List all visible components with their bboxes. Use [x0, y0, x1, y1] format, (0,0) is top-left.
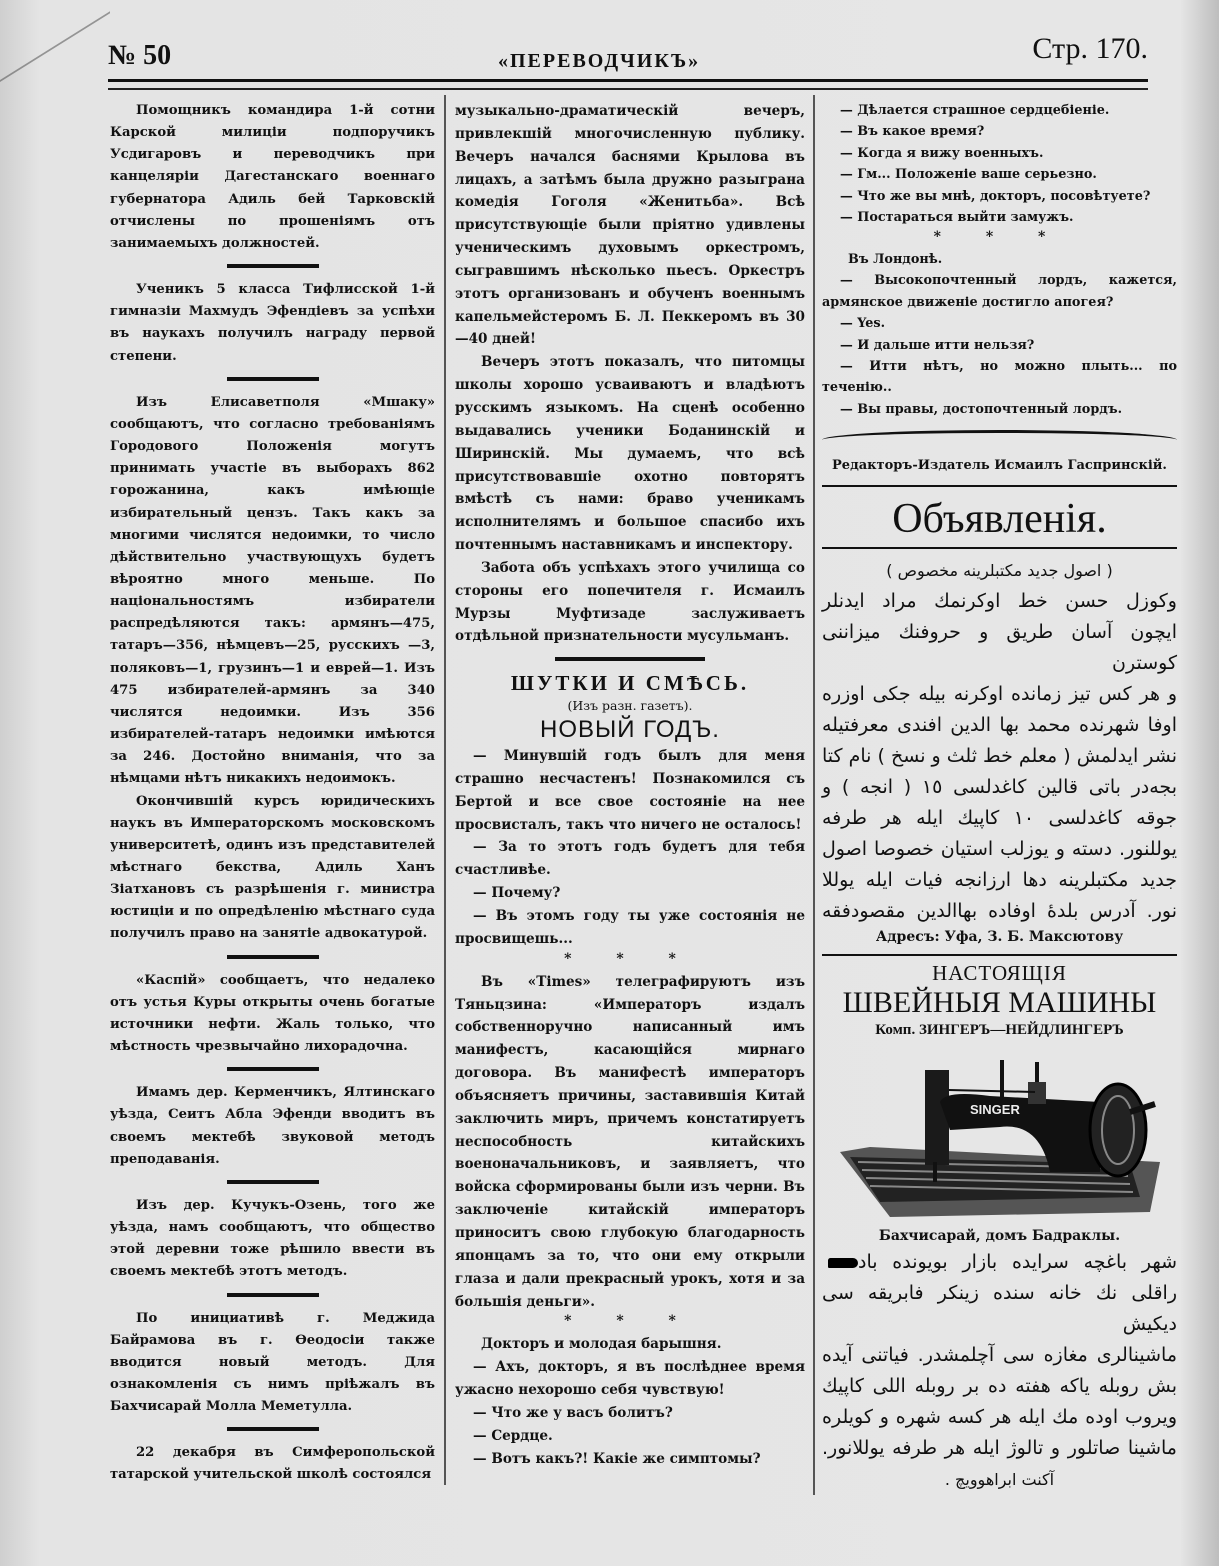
news-item: Окончившій курсъ юридическихъ наукъ въ Императорскомъ московскомъ университетѣ, одинъ изъ представителей мѣстнаго бекства, Адиль Ханъ Зіатхановъ съ разрѣшенія г. министра юстиціи и по опредѣленію мѣстнаго суда получилъ право на занятіе адвокатурой. [110, 793, 435, 942]
dialogue-line: — Сердце. [473, 1427, 553, 1444]
separator-rule [227, 264, 319, 268]
dialogue-line: — Гм... Положеніе ваше серьезно. [840, 167, 1097, 183]
dialogue-line: — Вы правы, достопочтенный лордъ. [840, 401, 1123, 417]
ad-text-arabic: يوللنور. دسته و يوزلب استيان خصوصا اصول [822, 837, 1177, 860]
news-item: По инициативѣ г. Меджида Байрамова въ г. Ѳеодосіи также вводится новый методъ. Для ознакомленія съ нимъ пріѣжалъ въ Бахчисарай Молла Меметулла. [110, 1310, 435, 1415]
spool-pin [1000, 1060, 1004, 1100]
hand-wheel [1090, 1084, 1146, 1176]
news-item: Ученикъ 5 класса Тифлисской 1-й гимназіи Махмудъ Эфендіевъ за успѣхи въ наукахъ получилъ награду первой степени. [110, 282, 435, 364]
dialogue-line: — Почему? [473, 885, 561, 902]
sewing-machine-illustration [830, 1052, 1170, 1222]
dialogue-line: — Дѣлается страшное сердцебіеніе. [840, 103, 1110, 118]
news-item: Имамъ дер. Керменчикъ, Ялтинскаго уѣзда, Сеитъ Абла Эфенди вводитъ въ своемъ мектебѣ звуковой методъ преподаванія. [110, 1085, 435, 1167]
separator-rule [227, 955, 319, 959]
dialogue-line: — И дальше итти нельзя? [840, 337, 1035, 353]
dialogue-line: — Вотъ какъ?! Какіе же симптомы? [473, 1450, 761, 1467]
ornamental-rule [822, 430, 1177, 443]
needle-bar-head [925, 1070, 949, 1165]
ad-text-arabic: بش روبله ياكه هفته ده بر روبله اللى كاپيك [822, 1375, 1177, 1398]
asterism: * * * [933, 228, 1066, 245]
header-rule-lower [108, 88, 1148, 90]
dialogue-line: — Итти нѣтъ, но можно плыть... по теченію.. [822, 358, 1177, 396]
story-title: НОВЫЙ ГОДЪ. [540, 716, 720, 744]
dialogue-line: — Что же вы мнѣ, докторъ, посовѣтуете? [840, 188, 1151, 204]
advertisement-sewing-machines [822, 960, 1177, 1495]
brand-label: SINGER [969, 1101, 1020, 1117]
separator-rule [227, 1067, 319, 1071]
dialogue-line: — Въ этомъ году ты уже состоянія не просвищешь... [455, 908, 805, 947]
column-divider [444, 95, 446, 1485]
ad-location: Бахчисарай, домъ Бадраклы. [878, 1227, 1121, 1244]
times-report: Въ «Times» телеграфируютъ изъ Тяньцзина: «Императоръ издалъ собственноручно написанный имъ манифестъ, касающійся мирнаго договора. Въ манифестѣ императоръ объясняетъ причины, заставившія Китай заключить миръ, причемъ констатируетъ неспособность китайскихъ военоначальниковъ, и заявляетъ, что войска сформированы были изъ черни. Въ заключеніе китайскій императоръ приноситъ свою глубокую благодарность японцамъ за то, что они ему открыли глаза и дали прекрасный урокъ, хотя и за большія деньги». [455, 973, 805, 1310]
joke-title: Въ Лондонѣ. [848, 251, 943, 267]
joke-title: Докторъ и молодая барышня. [481, 1336, 722, 1353]
ad-text-arabic: راقلى نك خانه سنده زينكر فابريقه سى ديكيش [822, 1282, 1177, 1336]
separator-rule [555, 657, 705, 661]
thread-spool [1028, 1082, 1046, 1104]
news-item: 22 декабря въ Симферопольской татарской учительской школѣ состоялся [110, 1445, 435, 1483]
separator-rule [227, 1427, 319, 1431]
column-miscellany [455, 100, 805, 1470]
section-subtitle: (Изъ разн. газетъ). [567, 698, 693, 714]
ad-text-arabic: ماشينا صاتلور و تالوژ ايله هر طرفه يوللانور. [822, 1437, 1177, 1460]
needle [933, 1162, 937, 1182]
article-continuation: музыкально-драматическій вечеръ, привлекшій многочисленную публику. Вечеръ начался баснями Крылова въ лицахъ, а затѣмъ была дружно разыграна комедія Гоголя «Женитьба». Всѣ присутствующіе были пріятно удивлены ученическимъ духовымъ оркестромъ, сыгравшимъ нѣсколько пьесъ. Оркестръ этотъ организованъ и обученъ военнымъ капельмейстеромъ Б. Л. Пеккеромъ въ 30—40 дней! [455, 103, 805, 348]
article-paragraph: Забота объ успѣхахъ этого училища со стороны его попечителя г. Исмаилъ Мурзы Муфтизаде заслуживаетъ отдѣльной признательности мусульманъ. [455, 559, 805, 645]
ad-heading-arabic: ( اصول جديد مكتبلرينه مخصوص ) [886, 560, 1113, 580]
dialogue-line: — Постараться выйти замужъ. [840, 210, 1074, 226]
editor-credit: Редакторъ-Издатель Исмаилъ Гаспринскій. [832, 458, 1167, 474]
news-item: Изъ Елисаветполя «Мшаку» сообщаютъ, что согласно требованіямъ Городового Положенія могутъ принимать участіе въ выборахъ 862 горожанина, какъ имѣющіе избирательный цензъ. Такъ какъ за многими числятся недоимки, то число дѣйствительно участвующухъ будетъ вѣроятно много меньше. По національностямъ избиратели распредѣляются такъ: армянъ—475, татаръ—356, нѣмцевъ—25, русскихъ —3, поляковъ—1, грузинъ—1 и еврей—1. Изъ 475 избирателей-армянъ за 340 числятся недоимки. Изъ 356 избирателей-татаръ недоимки имѣются за 246. Достойно вниманія, что за нѣмцами нѣтъ никакихъ недоимокъ. [110, 394, 435, 787]
page-number: Стр. 170. [1032, 32, 1148, 65]
advertisement-calligraphy-book [822, 555, 1177, 948]
asterism: * * * [564, 950, 696, 967]
article-paragraph: Вечеръ этотъ показалъ, что питомцы школы хорошо усваиваютъ и владѣютъ русскимъ языкомъ. На сценѣ особенно выдавались ученики Боданинскій и Ширинскій. Мы думаемъ, что всѣ присутствовавшіе охотно повторятъ вмѣстѣ съ нами: браво ученикамъ исполнителямъ и большое спасибо ихъ почтеннымъ наставникамъ и инспектору. [455, 354, 805, 554]
header-rule [108, 79, 1148, 82]
dialogue-line: — Минувшій годъ былъ для меня страшно несчастенъ! Познакомился съ Бертой и все свое состояніе на нее просвисталъ, такъ что ничего не осталось! [455, 748, 805, 833]
separator-rule [227, 1293, 319, 1297]
pointing-hand-icon [828, 1258, 858, 1268]
ad-text-arabic: جديد مكتبلرينه دها ارزانجه فيات ايله يوللا [822, 868, 1177, 891]
ad-text-arabic [822, 1247, 1177, 1278]
ad-company: Комп. ЗИНГЕРЪ—НЕЙДЛИНГЕРЪ [875, 1022, 1124, 1039]
dialogue-line: — Ахъ, докторъ, я въ послѣднее время ужасно нехорошо себя чувствую! [455, 1359, 805, 1399]
dialogue-line: — Когда я вижу военныхъ. [840, 145, 1044, 161]
dialogue-line: — Yes. [840, 316, 886, 332]
separator-rule [227, 377, 319, 381]
separator-rule [822, 954, 1177, 956]
separator-rule [822, 547, 1177, 549]
dialogue-line: — За то этотъ годъ будетъ для тебя счастливѣе. [455, 839, 805, 879]
ad-address: Адресъ: Уфа, З. Б. Максютову [875, 928, 1124, 945]
ad-text-arabic: وكوزل حسن خط اوكرنمك مراد ايدنلر [822, 589, 1177, 612]
ad-headline: НАСТОЯЩІЯ [932, 961, 1067, 986]
asterism: * * * [564, 1313, 696, 1330]
separator-rule [822, 485, 1177, 487]
issue-number: № 50 [108, 40, 172, 71]
ad-text-arabic: ويروب اوده مك ايله هر كسه شهره و كويلره [822, 1406, 1177, 1429]
page-header [108, 32, 1148, 77]
ad-text-arabic: نور. آدرس بلدهٔ اوفاده بهاالدين مقصودفقه [822, 899, 1177, 922]
ad-text-arabic: بجه‌در باتى قالين كاغدلسى ١٥ ( انجه ) و [822, 775, 1177, 798]
ad-text-arabic: ماشينالرى مغازه سى آچلمشدر. فياتنى آيده [822, 1344, 1177, 1367]
section-title: ШУТКИ И СМѢСЬ. [510, 671, 750, 696]
newspaper-title: «ПЕРЕВОДЧИКЪ» [498, 50, 701, 72]
news-item: Помощникъ командира 1-й сотни Карской милиціи подпоручикъ Усдигаровъ и переводчикъ при канцеляріи Дагестанскаго военнаго губернатора Адиль бей Тарковскій отчислены по прошеніямъ отъ занимаемыхъ должностей. [110, 103, 435, 251]
ad-text-arabic: ايچون آسان طريق و حروفنك ميزاننى كوسترن [822, 620, 1177, 674]
column-divider [813, 95, 815, 1495]
ad-headline-main: ШВЕЙНЫЯ МАШИНЫ [842, 986, 1157, 1020]
separator-rule [227, 1180, 319, 1184]
ad-text-arabic: اوفا شهرنده محمد بها الدين افندى معرفتيله [822, 713, 1177, 736]
ad-signature-arabic: آكنت ابراهوويچ . [944, 1470, 1055, 1490]
dialogue-line: — Что же у васъ болитъ? [473, 1404, 673, 1421]
ad-text-arabic-line: شهر باغچه سرايده بازار بويونده باد [858, 1251, 1177, 1274]
column-ads [822, 100, 1177, 1495]
dialogue-line: — Въ какое время? [840, 124, 985, 140]
advertisements-heading: Объявленія. [892, 495, 1107, 542]
ad-text-arabic: نشر ايدلمش ( معلم خط ثلث و نسخ ) نام كتا [822, 744, 1177, 767]
column-news [110, 100, 435, 1487]
news-item: «Каспій» сообщаетъ, что недалеко отъ устья Куры открыты очень богатые источники нефти. Жаль только, что мѣстность чрезвычайно лихорадочна. [110, 972, 435, 1055]
ad-text-arabic: جوقه كاغدلسى ١٠ كاپيك ايله هر طرفه [822, 806, 1177, 829]
dialogue-line: — Высокопочтенный лордъ, кажется, армянское движеніе достигло апогея? [822, 273, 1177, 310]
ad-text-arabic: و هر كس تيز زمانده اوكرنه بيله جكى اوزره [822, 682, 1177, 705]
news-item: Изъ дер. Кучукъ-Озень, того же уѣзда, намъ сообщаютъ, что общество этой деревни тоже рѣшило ввести въ своемъ мектебѣ этотъ методъ. [110, 1197, 435, 1280]
